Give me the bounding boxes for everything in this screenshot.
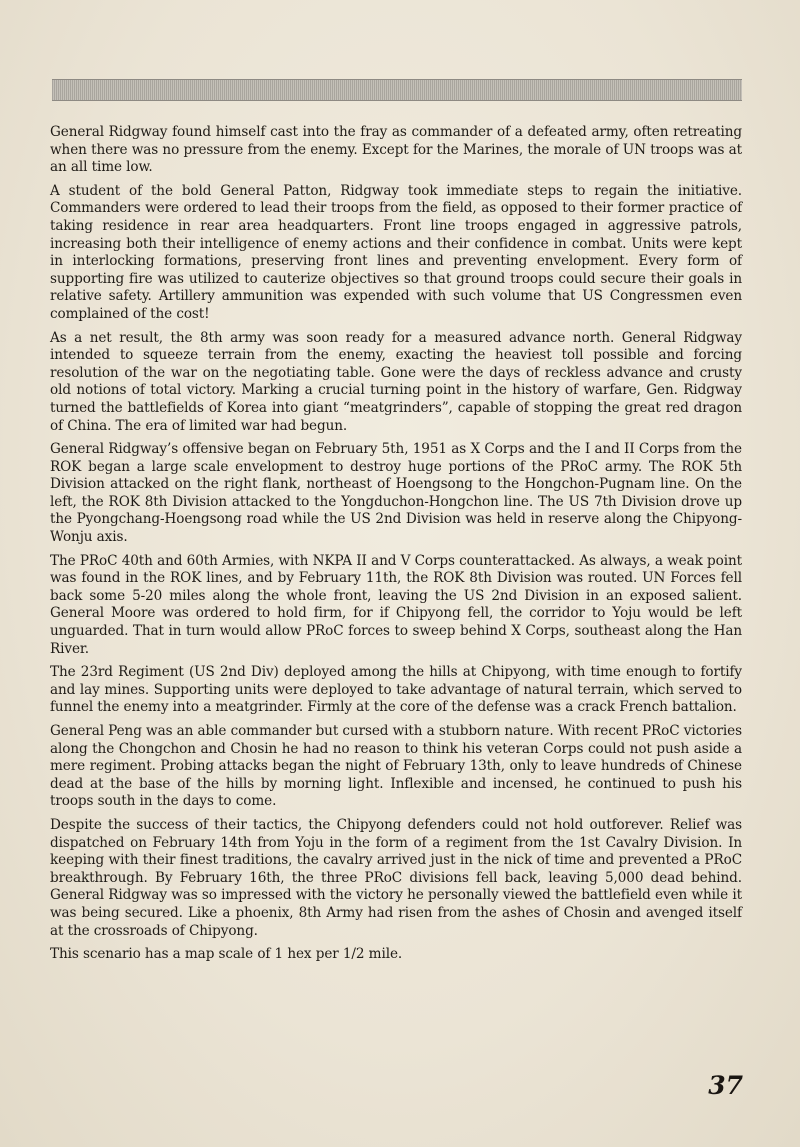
paragraph-measured-advance: As a net result, the 8th army was soon ready for a measured advance north. General Ridgway intended to squeeze terrain from the enemy, exacting the heaviest toll possible and forcing resolution of the war on the negotiating table. Gone were the days of reckless advance and crusty old notions of total victory. Marking a crucial turning point in the history of warfare, Gen. Ridgway turned the battlefields of Korea into giant “meatgrinders”, capable of stopping the great red dragon of China. The era of limited war had begun. [50,329,742,434]
page-number: 37 [708,1071,743,1100]
paragraph-relief: Despite the success of their tactics, the Chipyong defenders could not hold outforever. Relief was dispatched on February 14th from Yoju in the form of a regiment from the 1st Cavalry Division. In keeping with their finest traditions, the cavalry arrived just in the nick of time and prevented a PRoC breakthrough. By February 16th, the three PRoC divisions fell back, leaving 5,000 dead behind. General Ridgway was so impressed with the victory he personally viewed the battlefield even while it was being secured. Like a phoenix, 8th Army had risen from the ashes of Chosin and avenged itself at the crossroads of Chipyong. [50,816,742,939]
paragraph-map-scale: This scenario has a map scale of 1 hex per 1/2 mile. [50,946,403,963]
paragraph-counterattack: The PRoC 40th and 60th Armies, with NKPA II and V Corps counterattacked. As always, a weak point was found in the ROK lines, and by February 11th, the ROK 8th Division was routed. UN Forces fell back some 5-20 miles along the whole front, leaving the US 2nd Division in an exposed salient. General Moore was ordered to hold firm, for if Chipyong fell, the corridor to Yoju would be left unguarded. That in turn would allow PRoC forces to sweep behind X Corps, southeast along the Han River. [50,552,742,657]
paragraph-general-peng: General Peng was an able commander but cursed with a stubborn nature. With recent PRoC victories along the Chongchon and Chosin he had no reason to think his veteran Corps could not push aside a mere regiment. Probing attacks began the night of February 13th, only to leave hundreds of Chinese dead at the base of the hills by morning light. Inflexible and incensed, he continued to push his troops south in the days to come. [50,723,742,810]
body-text [50,124,742,970]
header-rule [52,79,742,101]
paragraph-ridgway-arrival: General Ridgway found himself cast into the fray as commander of a defeated army, often retreating when there was no pressure from the enemy. Except for the Marines, the morale of UN troops was at an all time low. [50,124,742,176]
paragraph-offensive: General Ridgway’s offensive began on February 5th, 1951 as X Corps and the I and II Corps from the ROK began a large scale envelopment to destroy huge portions of the PRoC army. The ROK 5th Division attacked on the right flank, northeast of Hoengsong to the Hongchon-Pugnam line. On the left, the ROK 8th Division attacked to the Yongduchon-Hongchon line. The US 7th Division drove up the Pyongchang-Hoengsong road while the US 2nd Division was held in reserve along the Chipyong-Wonju axis. [50,441,742,546]
paragraph-patton-student: A student of the bold General Patton, Ridgway took immediate steps to regain the initiative. Commanders were ordered to lead their troops from the field, as opposed to their former practice of taking residence in rear area headquarters. Front line troops engaged in aggressive patrols, increasing both their intelligence of enemy actions and their confidence in combat. Units were kept in interlocking formations, preserving front lines and preventing envelopment. Every form of supporting fire was utilized to cauterize objectives so that ground troops could secure their goals in relative safety. Artillery ammunition was expended with such volume that US Congressmen even complained of the cost! [50,182,742,322]
paragraph-23rd-regiment: The 23rd Regiment (US 2nd Div) deployed among the hills at Chipyong, with time enough to fortify and lay mines. Supporting units were deployed to take advantage of natural terrain, which served to funnel the enemy into a meatgrinder. Firmly at the core of the defense was a crack French battalion. [50,664,742,716]
